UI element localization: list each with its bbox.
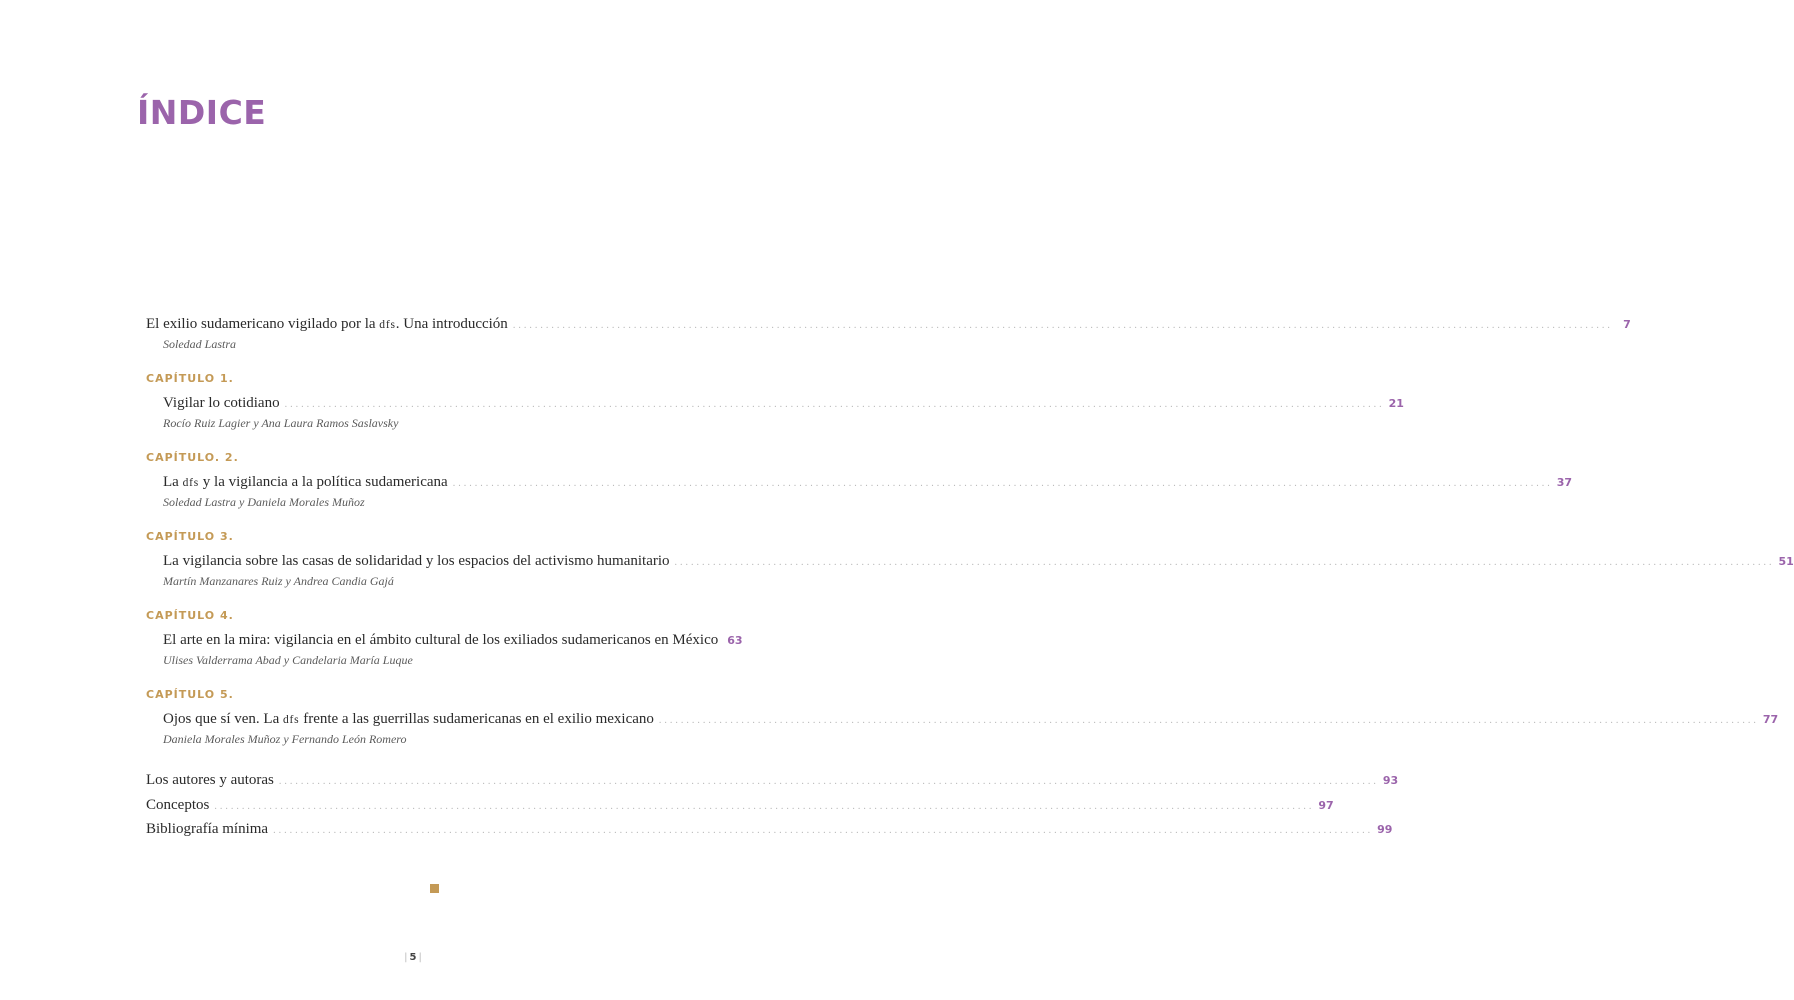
entry-authors: Soledad Lastra y Daniela Morales Muñoz [163,495,365,509]
page-number: 63 [727,634,743,647]
toc-entry-chapter-3[interactable] [163,552,1794,572]
chapter-label-1: CAPÍTULO 1. [146,372,234,385]
page-number: 51 [1778,555,1794,568]
entry-title: Los autores y autoras [146,772,274,788]
page-number: 21 [1388,397,1404,410]
entry-authors: Martín Manzanares Ruiz y Andrea Candia Gajá [163,574,394,588]
chapter-label-4: CAPÍTULO 4. [146,609,234,622]
toc-entry-chapter-2[interactable] [163,473,1573,493]
page-number: 99 [1377,823,1393,836]
toc-entry-intro[interactable] [146,315,1631,335]
dot-leader: ........................................................................................................................................................................................................ [512,320,1613,331]
dot-leader: ........................................................................................................................................................................................................ [674,557,1775,568]
page-number: 7 [1623,318,1631,331]
page-number: 77 [1762,713,1779,726]
page-title: ÍNDICE [137,93,267,132]
entry-title: Vigilar lo cotidiano [163,395,280,411]
toc-entry-authors[interactable] [146,771,1399,791]
chapter-label-5: CAPÍTULO 5. [146,688,234,701]
page-number: 93 [1382,774,1399,787]
entry-title: Conceptos [146,797,210,813]
entry-title: Bibliografía mínima [146,821,269,837]
dot-leader: ........................................................................................................................................................................................................ [278,776,1379,787]
chapter-label-2: CAPÍTULO. 2. [146,451,239,464]
entry-title: El exilio sudamericano vigilado por la dfs. Una introducción [146,316,508,332]
page-folio: | 5 | [404,952,422,963]
dot-leader: ........................................................................................................................................................................................................ [214,801,1315,812]
folio-number: 5 [409,952,417,963]
dot-leader: ........................................................................................................................................................................................................ [658,715,1759,726]
page-number: 97 [1318,799,1334,812]
entry-title: El arte en la mira: vigilancia en el ámbito cultural de los exiliados sudamericanos en México [163,632,719,648]
dot-leader: ........................................................................................................................................................................................................ [273,825,1374,836]
dot-leader: ........................................................................................................................................................................................................ [452,478,1553,489]
dot-leader: ........................................................................................................................................................................................................ [284,399,1385,410]
toc-entry-chapter-1[interactable] [163,394,1404,414]
toc-entry-concepts[interactable] [146,796,1334,816]
page-number: 37 [1556,476,1573,489]
entry-authors: Daniela Morales Muñoz y Fernando León Romero [163,732,407,746]
toc-entry-chapter-4[interactable] [163,631,743,651]
square-ornament-icon [430,884,439,893]
entry-authors: Ulises Valderrama Abad y Candelaria María Luque [163,653,413,667]
toc-entry-chapter-5[interactable] [163,710,1779,730]
chapter-label-3: CAPÍTULO 3. [146,530,234,543]
entry-title: Ojos que sí ven. La dfs frente a las guerrillas sudamericanas en el exilio mexicano [163,711,654,727]
toc-entry-bibliography[interactable] [146,820,1393,840]
entry-authors: Soledad Lastra [163,337,237,351]
entry-title: La dfs y la vigilancia a la política sudamericana [163,474,448,490]
entry-authors: Rocío Ruiz Lagier y Ana Laura Ramos Saslavsky [163,416,399,430]
entry-title: La vigilancia sobre las casas de solidaridad y los espacios del activismo humanitario [163,553,670,569]
